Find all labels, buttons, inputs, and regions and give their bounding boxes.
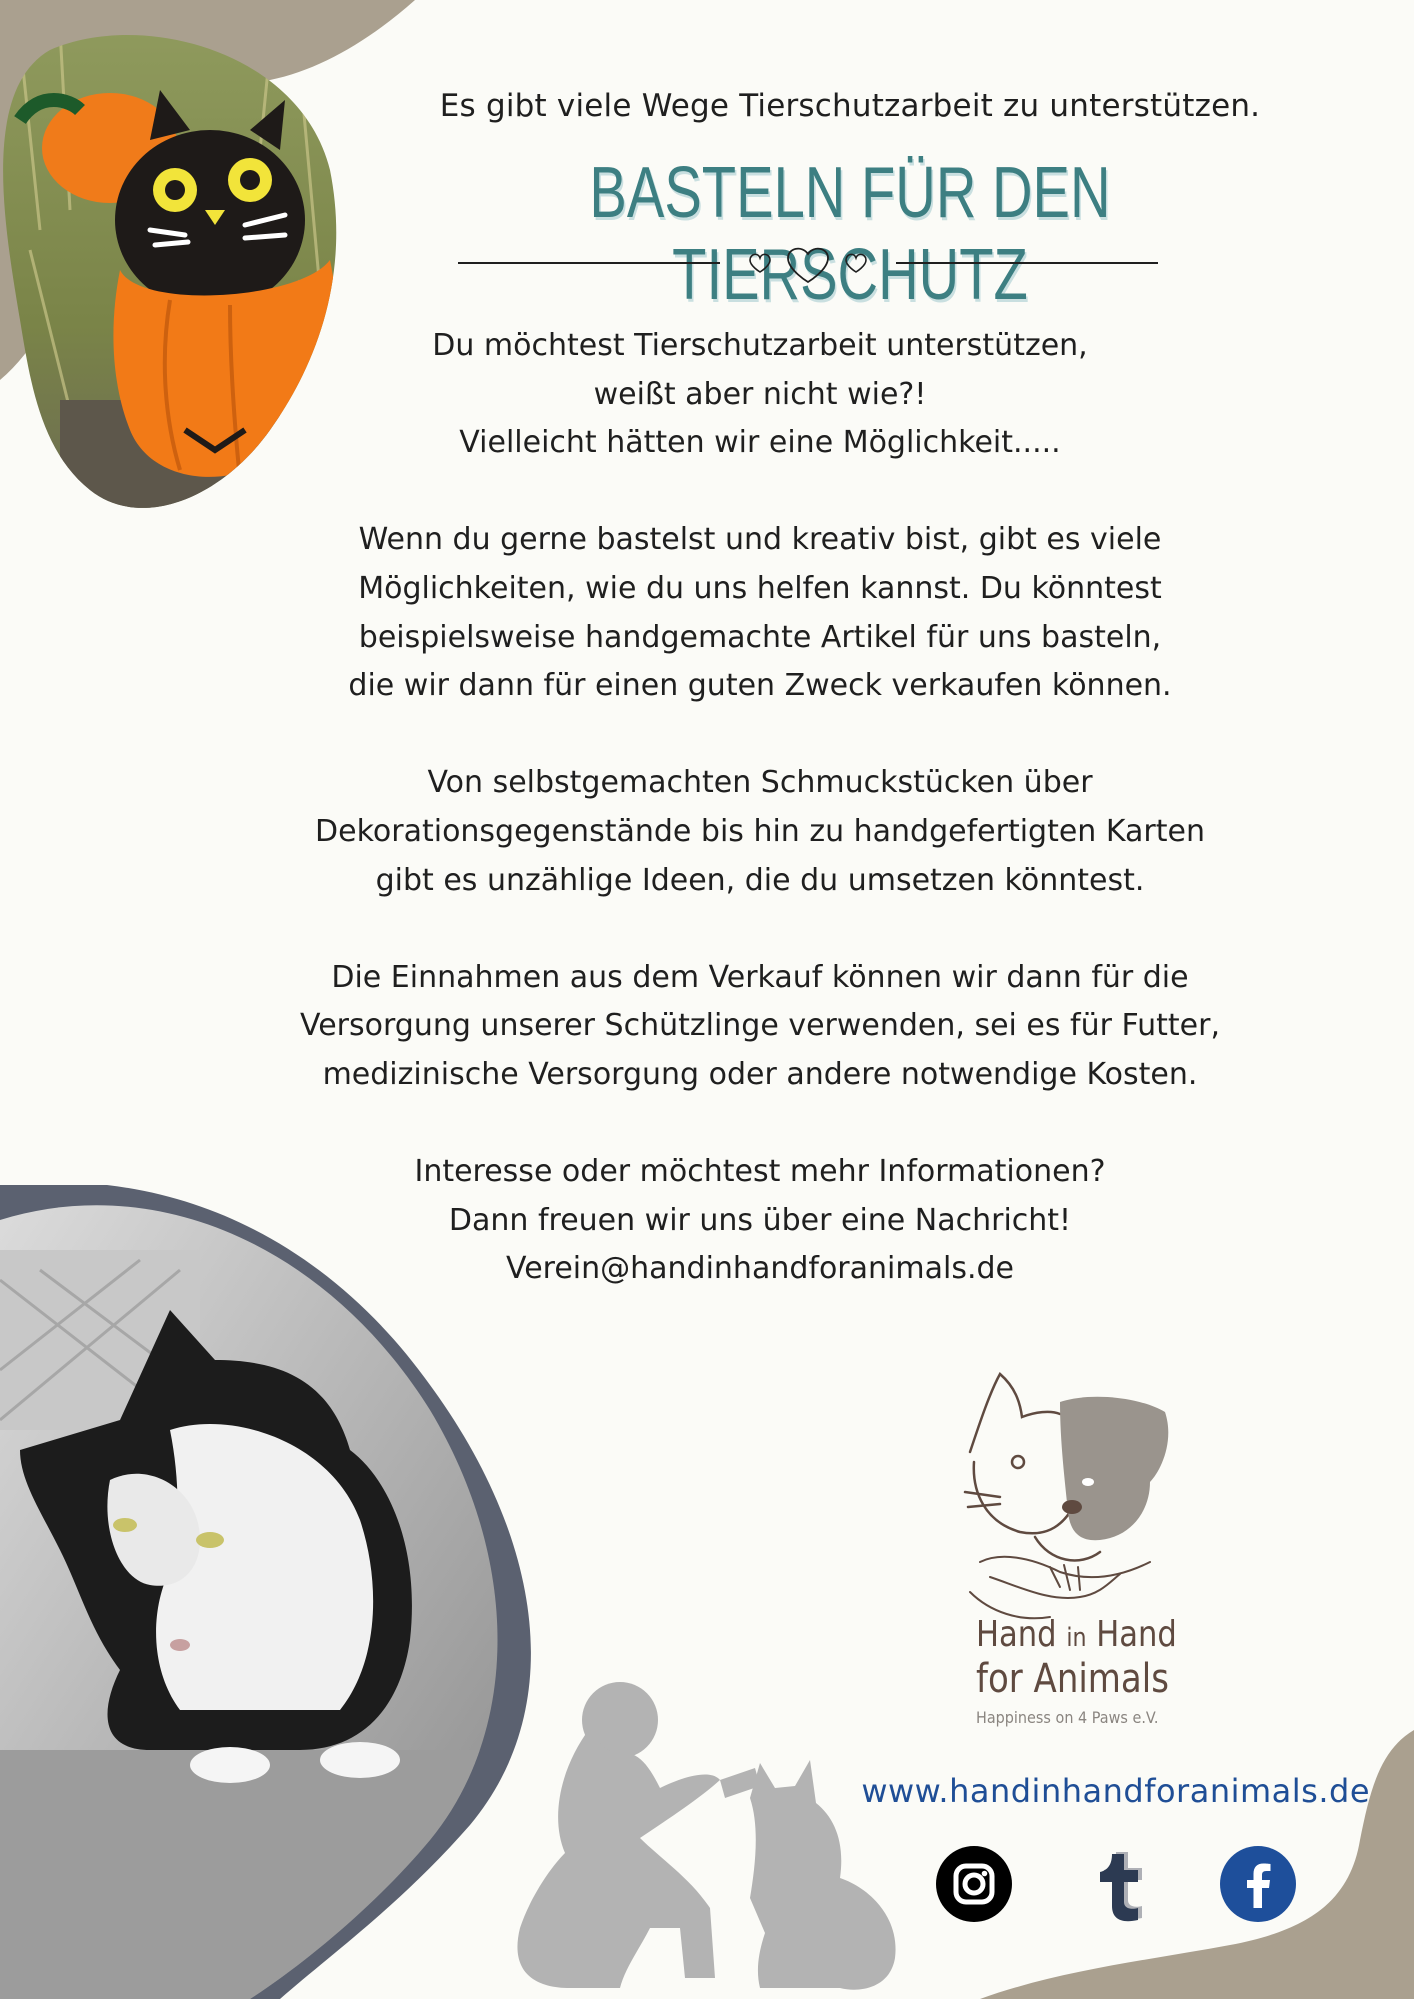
facebook-icon[interactable] [1220, 1846, 1296, 1922]
text-line: Vielleicht hätten wir eine Möglichkeit..... [459, 425, 1061, 461]
text-line: Möglichkeiten, wie du uns helfen kannst. Du könntest [358, 570, 1162, 606]
woman-cat-silhouette [510, 1668, 900, 1999]
text-line: Interesse oder möchtest mehr Informationen? [414, 1154, 1106, 1190]
paragraph-crafting [160, 516, 1360, 710]
paragraph-ideas [160, 759, 1360, 905]
page-title: BASTELN FÜR DEN TIERSCHUTZ [589, 153, 1111, 315]
logo-word: Hand [976, 1614, 1057, 1655]
text-line: Versorgung unserer Schützlinge verwenden, sei es für Futter, [300, 1008, 1220, 1044]
instagram-icon[interactable] [936, 1846, 1012, 1922]
logo-word: in [1066, 1623, 1087, 1653]
text-line: Von selbstgemachten Schmuckstücken über [427, 765, 1093, 801]
text-line: beispielsweise handgemachte Artikel für uns basteln, [358, 619, 1162, 655]
logo-tagline: Happiness on 4 Paws e.V. [976, 1708, 1159, 1727]
logo-name [976, 1614, 1177, 1658]
logo-subname: for Animals [976, 1656, 1169, 1702]
text-line: weißt aber nicht wie?! [593, 376, 927, 412]
email-link[interactable]: Verein@handinhandforanimals.de [506, 1251, 1014, 1287]
text-line: Die Einnahmen aus dem Verkauf können wir dann für die [331, 959, 1189, 995]
hearts-divider [458, 240, 1158, 290]
text-line: Du möchtest Tierschutzarbeit unterstützen, [432, 328, 1088, 363]
intro-line: Es gibt viele Wege Tierschutzarbeit zu unterstützen. [439, 88, 1261, 124]
paragraph-intro [160, 322, 1360, 468]
text-line: Dann freuen wir uns über eine Nachricht! [448, 1202, 1072, 1238]
website-link[interactable]: www.handinhandforanimals.de [861, 1772, 1370, 1810]
tumblr-icon[interactable] [1082, 1846, 1158, 1922]
logo-text [976, 1615, 1196, 1727]
text-line: medizinische Versorgung oder andere notwendige Kosten. [322, 1056, 1198, 1092]
heart-icon [750, 254, 770, 272]
bottom-right-decor-blob [980, 1730, 1414, 1999]
heart-icon [846, 254, 866, 272]
body-text [160, 322, 1360, 1342]
text-line: Wenn du gerne bastelst und kreativ bist, gibt es viele [358, 522, 1162, 558]
paragraph-contact [160, 1148, 1360, 1294]
text-line: Dekorationsgegenstände bis hin zu handgefertigten Karten [315, 813, 1205, 849]
text-line: gibt es unzählige Ideen, die du umsetzen könntest. [375, 862, 1145, 898]
logo-word: Hand [1096, 1614, 1177, 1655]
heart-icon [788, 249, 828, 282]
text-line: die wir dann für einen guten Zweck verkaufen können. [348, 668, 1172, 704]
paragraph-income [160, 954, 1360, 1100]
